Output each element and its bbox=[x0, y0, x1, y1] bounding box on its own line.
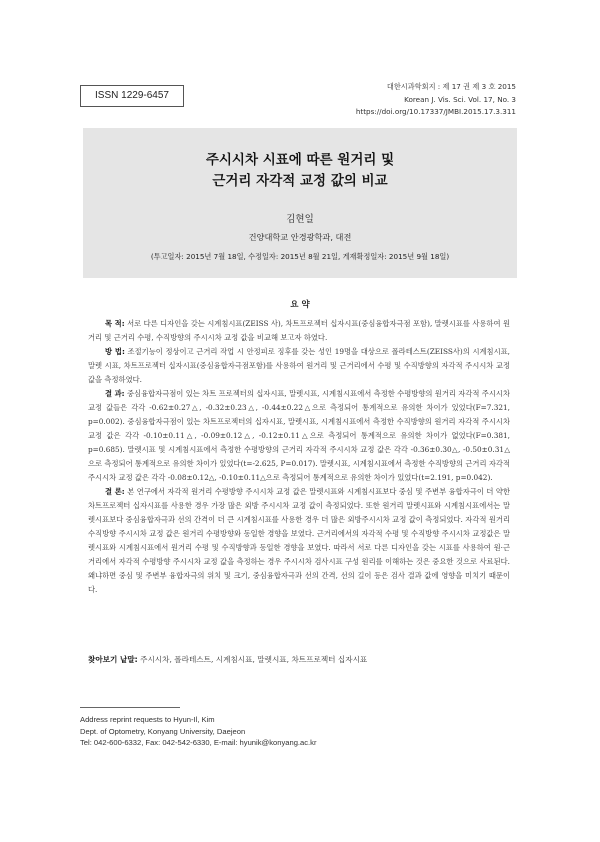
title-line-2: 근거리 자각적 교정 값의 비교 bbox=[212, 173, 388, 189]
contact-info: Tel: 042-600-6332, Fax: 042-542-6330, E-mail: hyunik@konyang.ac.kr bbox=[80, 738, 317, 747]
abstract-conclusion bbox=[88, 485, 510, 597]
result-label: 결 과: bbox=[105, 389, 125, 398]
submission-dates: (투고일자: 2015년 7월 18일, 수정일자: 2015년 8월 21일, 게재확정일자: 2015년 9월 18일) bbox=[150, 252, 450, 261]
abstract-purpose bbox=[88, 317, 510, 345]
abstract-body bbox=[88, 317, 510, 597]
department: Dept. of Optometry, Konyang University, Daejeon bbox=[80, 726, 246, 736]
correspondence-address bbox=[80, 714, 317, 749]
journal-info bbox=[356, 81, 516, 119]
title-box bbox=[83, 128, 517, 278]
conclusion-label: 결 론: bbox=[105, 487, 125, 496]
abstract-heading: 요 약 bbox=[290, 300, 310, 310]
author-affiliation: 건양대학교 안경광학과, 대전 bbox=[248, 232, 352, 242]
journal-volume-korean: 대한시과학회지 : 제 17 권 제 3 호 2015 bbox=[386, 82, 516, 91]
method-text: 조절기능이 정상이고 근거리 작업 시 안정피로 징후를 갖는 성인 19명을 대상으로 폴라테스트(ZEISS사)의 시계침시표, 말렛 시표, 차트프로젝터 십자시표(중심융합자극점포함)를 사용하여 원거리 및 근거리에서 수평 및 수직방향의 자각적 주시시차 교정 값을 측정하였다. bbox=[88, 347, 511, 384]
method-label: 방 법: bbox=[105, 347, 125, 356]
title-line-1: 주시시차 시표에 따른 원거리 및 bbox=[205, 152, 395, 168]
conclusion-text: 본 연구에서 자각적 원거리 수평방향 주시시차 교정 값은 말렛시표와 시계침시표보다 중심 및 주변부 융합자극이 더 약한 차트프로젝터 십자시표를 사용한 경우 가장 많은 외방 주시시차 교정 값이 측정되었다. 또한 원거리 말렛시표와 시계침시표에서는 말렛시표보다 중심융합자극과 선의 간격이 더 큰 시계침시표를 사용한 경우 더 많은 외방주시시차 교정 값이 측정되었다. 자각적 원거리 수직방향 주시시차 교정 값은 원거리 수평방향와 동일한 경향을 보였다. 근거리에서의 자각적 수평 및 수직방향 주시시차 교정값은 말렛시표와 시계침시표에서 원거리 수평 및 수직방향과 동일한 경향을 보였다. 따라서 서로 다른 디자인을 갖는 시표를 사용하여 원·근거리에서 자각적 수평방향 주시시차 교정 값을 측정하는 경우 주시시차 검사시표 구성 원리를 이해하는 것은 중요한 것으로 사료된다. 왜냐하면 중심 및 주변부 융합자극의 위치 및 크기, 중심융합자극과 선의 간격, 선의 길이 등은 검사 결과 값에 영향을 미치기 때문이다. bbox=[88, 487, 510, 594]
abstract-method bbox=[88, 345, 510, 387]
reprint-request: Address reprint requests to Hyun-Il, Kim bbox=[80, 715, 215, 724]
purpose-label: 목 적: bbox=[105, 319, 125, 328]
author-name: 김현일 bbox=[286, 214, 314, 225]
abstract-result bbox=[88, 387, 510, 485]
purpose-text: 서로 다른 디자인을 갖는 시계침시표(ZEISS 사), 차트프로젝터 십자시표(중심융합자극점 포함), 말렛시표를 사용하여 원거리 및 근거리 수평, 수직방향의 주시시차 교정 값을 비교해 보고자 하였다. bbox=[88, 319, 510, 342]
journal-volume-english: Korean J. Vis. Sci. Vol. 17, No. 3 bbox=[404, 94, 516, 104]
paper-title bbox=[83, 150, 517, 192]
keywords bbox=[88, 654, 518, 665]
result-text: 중심융합자극점이 있는 차트 프로젝터의 십자시표, 말렛시표, 시계침시표에서 측정한 수평방향의 원거리 자각적 주시시차 교정 값들은 각각 -0.62±0.27△, -0.32±0.23△, -0.44±0.22△으로 측정되어 통계적으로 유의한 차이가 있었다(F=7.321, p=0.002). 중심융합자극점이 있는 차트프로젝터의 십자시표, 말렛시표, 시계침시표에서 측정한 수직방향의 원거리 자각적 주시시차 교정 값은 각각 -0.10±0.11△, -0.09±0.12△, -0.12±0.11△으로 측정되어 통계적으로 유의한 차이가 없었다(F=0.381, p=0.685). 말렛시표 및 시계침시표에서 측정한 수평방향의 근거리 자각적 주시시차 교정 값은 각각 -0.36±0.30△, -0.50±0.31△으로 측정되어 통계적으로 유의한 차이가 있었다(t=-2.625, P=0.017). 말렛시표, 시계침시표에서 측정한 수직방향의 근거리 자각적 주시시차 교정 값은 각각 -0.08±0.12△, -0.10±0.11△으로 측정되어 통계적으로 유의한 차이가 있었다(t=2.191, p=0.042). bbox=[88, 389, 510, 482]
keywords-label: 찾아보기 낱말: bbox=[88, 655, 138, 664]
doi-link[interactable]: https://doi.org/10.17337/JMBI.2015.17.3.311 bbox=[355, 107, 516, 116]
issn-box: ISSN 1229-6457 bbox=[80, 85, 184, 107]
footnote-divider bbox=[80, 707, 180, 708]
keywords-text: 주시시차, 폴라테스트, 시계침시표, 말렛시표, 차트프로젝터 십자시표 bbox=[140, 655, 368, 664]
